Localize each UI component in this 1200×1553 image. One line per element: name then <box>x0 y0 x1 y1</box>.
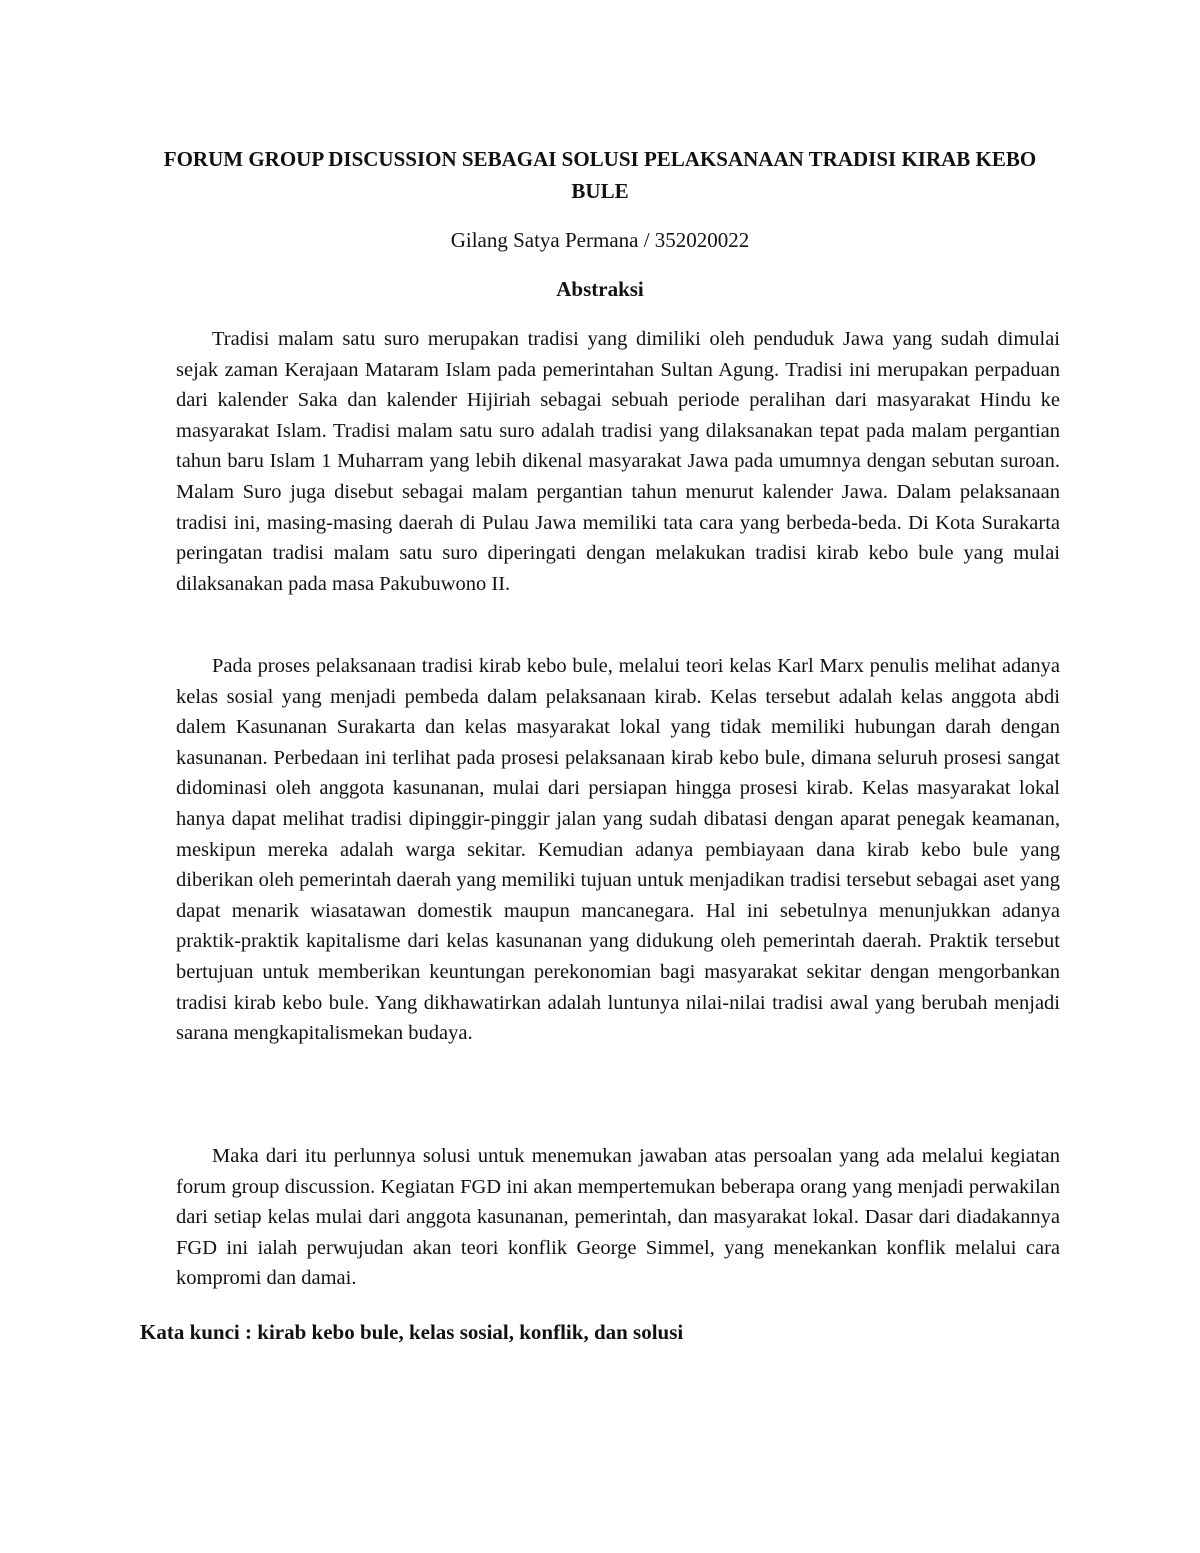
document-title: FORUM GROUP DISCUSSION SEBAGAI SOLUSI PELAKSANAAN TRADISI KIRAB KEBO BULE <box>163 147 1037 203</box>
abstract-paragraph: Tradisi malam satu suro merupakan tradisi yang dimiliki oleh penduduk Jawa yang sudah dimulai sejak zaman Kerajaan Mataram Islam pada pemerintahan Sultan Agung. Tradisi ini merupakan perpaduan dari kalender Saka dan kalender Hijiriah sebagai sebuah periode peralihan dari masyarakat Hindu ke masyarakat Islam. Tradisi malam satu suro adalah tradisi yang dilaksanakan tepat pada malam pergantian tahun baru Islam 1 Muharram yang lebih dikenal masyarakat Jawa pada umumnya dengan sebutan suroan. Malam Suro juga disebut sebagai malam pergantian tahun menurut kalender Jawa. Dalam pelaksanaan tradisi ini, masing-masing daerah di Pulau Jawa memiliki tata cara yang berbeda-beda. Di Kota Surakarta peringatan tradisi malam satu suro diperingati dengan melakukan tradisi kirab kebo bule yang mulai dilaksanakan pada masa Pakubuwono II. <box>176 328 1060 595</box>
abstract-paragraph: Maka dari itu perlunnya solusi untuk menemukan jawaban atas persoalan yang ada melalui kegiatan forum group discussion. Kegiatan FGD ini akan mempertemukan beberapa orang yang menjadi perwakilan dari setiap kelas mulai dari anggota kasunanan, pemerintah, dan masyarakat lokal. Dasar dari diadakannya FGD ini ialah perwujudan akan teori konflik George Simmel, yang menekankan konflik melalui cara kompromi dan damai. <box>176 1145 1060 1290</box>
keywords-line: Kata kunci : kirab kebo bule, kelas sosial, konflik, dan solusi <box>140 1320 684 1344</box>
abstract-paragraph: Pada proses pelaksanaan tradisi kirab kebo bule, melalui teori kelas Karl Marx penulis melihat adanya kelas sosial yang menjadi pembeda dalam pelaksanaan kirab. Kelas tersebut adalah kelas anggota abdi dalem Kasunanan Surakarta dan kelas masyarakat lokal yang tidak memiliki hubungan darah dengan kasunanan. Perbedaan ini terlihat pada prosesi pelaksanaan kirab kebo bule, dimana seluruh prosesi sangat didominasi oleh anggota kasunanan, mulai dari persiapan hingga prosesi kirab. Kelas masyarakat lokal hanya dapat melihat tradisi dipinggir-pinggir jalan yang sudah dibatasi dengan aparat penegak keamanan, meskipun mereka adalah warga sekitar. Kemudian adanya pembiayaan dana kirab kebo bule yang diberikan oleh pemerintah daerah yang memiliki tujuan untuk menjadikan tradisi tersebut sebagai aset yang dapat menarik wiasatawan domestik maupun mancanegara. Hal ini sebetulnya menunjukkan adanya praktik-praktik kapitalisme dari kelas kasunanan yang didukung oleh pemerintah daerah. Praktik tersebut bertujuan untuk memberikan keuntungan perekonomian bagi masyarakat sekitar dengan mengorbankan tradisi kirab kebo bule. Yang dikhawatirkan adalah luntunya nilai-nilai tradisi awal yang berubah menjadi sarana mengkapitalismekan budaya. <box>176 655 1060 1045</box>
abstract-heading: Abstraksi <box>556 277 644 301</box>
author-line: Gilang Satya Permana / 352020022 <box>450 228 750 252</box>
